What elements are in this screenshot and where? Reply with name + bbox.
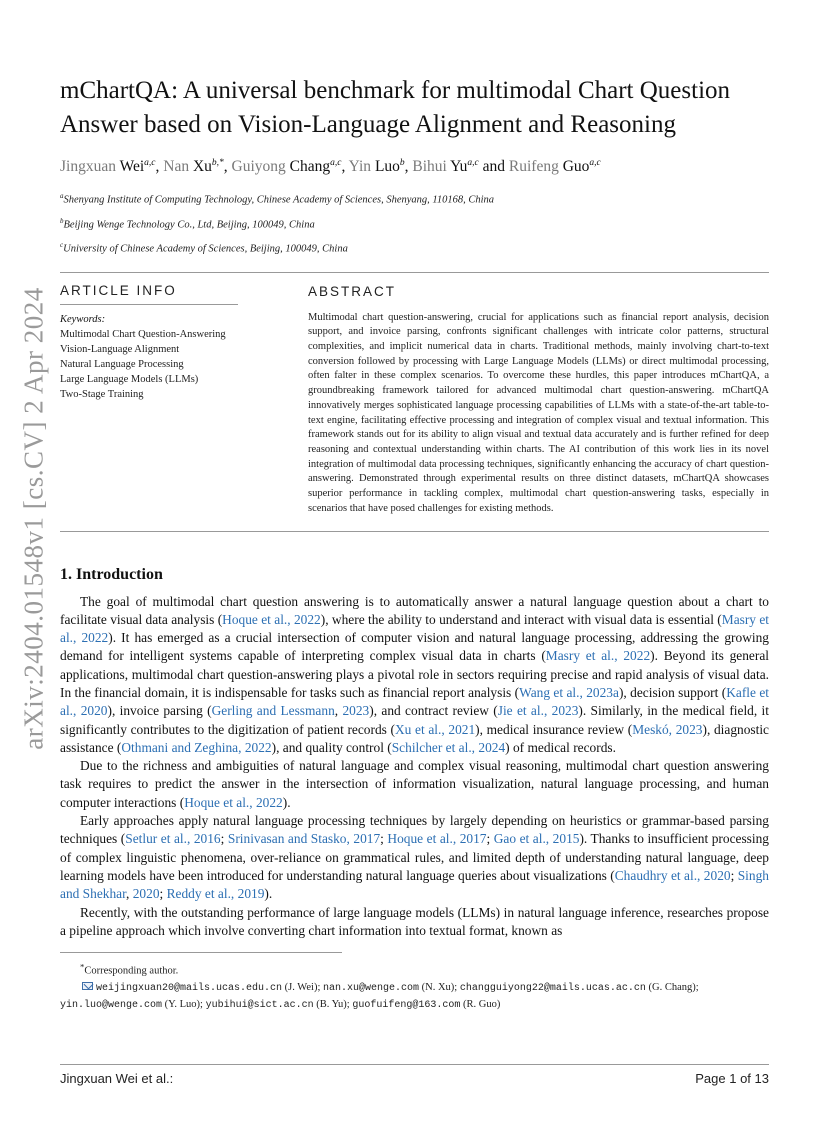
affiliation-text: University of Chinese Academy of Sciences, Beijing, 100049, China xyxy=(63,243,348,255)
author-email-owner: (N. Xu); xyxy=(419,981,460,993)
affiliation-text: Beijing Wenge Technology Co., Ltd, Beijing, 100049, China xyxy=(63,219,315,231)
citation-link[interactable]: Othmani and Zeghina, 2022 xyxy=(121,739,272,755)
author-given-name: Nan xyxy=(163,158,190,176)
author-email-owner: (R. Guo) xyxy=(460,998,501,1010)
author-affiliation-marks: a,c xyxy=(144,158,156,168)
author-given-name: Ruifeng xyxy=(508,158,559,176)
affiliation-line xyxy=(60,235,769,260)
author-affiliation-marks: a,c xyxy=(589,158,601,168)
affiliation-line xyxy=(60,186,769,211)
citation-link[interactable]: Hoque et al., 2022 xyxy=(184,794,283,810)
author-email-owner: (B. Yu); xyxy=(313,998,353,1010)
author-email-link[interactable]: changguiyong22@mails.ucas.ac.cn xyxy=(459,982,646,994)
keyword-item: Two-Stage Training xyxy=(60,388,144,400)
citation-link[interactable]: Hoque et al., 2022 xyxy=(222,611,321,627)
author-email-link[interactable]: yubihui@sict.ac.cn xyxy=(205,999,314,1011)
keyword-item: Vision-Language Alignment xyxy=(60,343,180,355)
keyword-list xyxy=(60,327,238,402)
author-name xyxy=(349,158,405,175)
citation-link[interactable]: Setlur et al., 2016 xyxy=(125,831,221,847)
citation-link[interactable]: Meskó, 2023 xyxy=(632,721,703,737)
citation-link[interactable]: Masry et al., 2022 xyxy=(60,611,770,646)
corresponding-author-note: *Corresponding author. xyxy=(80,961,179,977)
footer-page-number: Page 1 of 13 xyxy=(695,1071,769,1086)
footer-running-author: Jingxuan Wei et al.: xyxy=(60,1071,174,1086)
author-affiliation-marks: b,* xyxy=(211,158,224,168)
keywords-label: Keywords: xyxy=(60,313,106,325)
citation-link[interactable]: Schilcher et al., 2024 xyxy=(391,739,506,755)
author-separator: and xyxy=(478,158,509,176)
author-given-name: Guiyong xyxy=(231,158,286,176)
article-info-heading: ARTICLE INFO xyxy=(60,283,238,305)
body-paragraph: Recently, with the outstanding performance of large language models (LLMs) in natural language inference, researches propose a pipeline approach which involve converting chart information into textual format, known as xyxy=(60,904,769,938)
author-email-link[interactable]: nan.xu@wenge.com xyxy=(323,982,420,994)
author-name xyxy=(163,158,224,175)
citation-link[interactable]: Reddy et al., 2019 xyxy=(166,886,265,902)
author-email-owner: (G. Chang); xyxy=(645,981,699,993)
footnote xyxy=(60,958,769,1014)
author-family-name: Yu xyxy=(450,158,468,176)
author-name xyxy=(509,158,601,175)
body-paragraph: The goal of multimodal chart question answering is to automatically answer a natural language question about a chart to facilitate visual data analysis (Hoque et al., 2022), where the ability to understand and interact with visual data is essential (Masry et al., 2022). It has emerged as a crucial intersection of computer vision and natural language processing, addressing the growing demand for intelligent systems capable of interpreting complex visual data in charts (Masry et al., 2022). Beyond its general applications, multimodal chart question-answering plays a pivotal role in sectors requiring precise and rapid analysis of visual data. In the financial domain, it is indispensable for tasks such as financial report analysis (Wang et al., 2023a), decision support (Kafle et al., 2020), invoice parsing (Gerling and Lessmann, 2023), and contract review (Jie et al., 2023). Similarly, in the medical field, it significantly contributes to the digitization of patient records (Xu et al., 2021), medical insurance review (Meskó, 2023), diagnostic assistance (Othmani and Zeghina, 2022), and quality control (Schilcher et al., 2024) of medical records. xyxy=(60,593,770,755)
citation-link[interactable]: Chaudhry et al., 2020 xyxy=(614,867,731,883)
author-email-link[interactable]: weijingxuan20@mails.ucas.edu.cn xyxy=(96,982,283,994)
author-family-name: Chang xyxy=(289,158,331,176)
affiliation-mark: a xyxy=(60,192,64,201)
affiliation-text: Shenyang Institute of Computing Technology, Chinese Academy of Sciences, Shenyang, 110168, China xyxy=(63,194,495,206)
footnote-divider xyxy=(60,952,342,953)
citation-link[interactable]: Kafle et al., 2020 xyxy=(60,684,769,719)
author-family-name: Xu xyxy=(192,158,212,176)
author-separator: , xyxy=(341,158,349,176)
abstract-block xyxy=(308,283,769,517)
arxiv-identifier-stamp xyxy=(18,258,50,778)
keyword-item: Multimodal Chart Question-Answering xyxy=(60,328,226,340)
affiliation-mark: c xyxy=(60,241,64,250)
citation-link[interactable]: Gerling and Lessmann xyxy=(211,703,335,719)
author-separator: , xyxy=(223,158,232,176)
author-email-owner: (Y. Luo); xyxy=(162,998,206,1010)
envelope-icon xyxy=(82,982,93,990)
abstract-divider xyxy=(60,531,769,532)
citation-link[interactable]: Xu et al., 2021 xyxy=(395,721,476,737)
keyword-item: Large Language Models (LLMs) xyxy=(60,373,199,385)
citation-link[interactable]: Hoque et al., 2017 xyxy=(387,831,487,847)
affiliation-mark: b xyxy=(60,216,64,225)
citation-link[interactable]: Wang et al., 2023a xyxy=(519,684,619,700)
keyword-item: Natural Language Processing xyxy=(60,358,184,370)
author-name xyxy=(412,158,478,175)
paper-first-page xyxy=(60,74,769,1014)
author-email-owner: (J. Wei); xyxy=(282,981,323,993)
author-affiliation-marks: a,c xyxy=(467,158,479,168)
citation-link[interactable]: Gao et al., 2015 xyxy=(493,831,580,847)
citation-link[interactable]: 2023 xyxy=(342,703,370,719)
article-info xyxy=(60,283,238,517)
author-name xyxy=(232,158,342,175)
citation-link[interactable]: Srinivasan and Stasko, 2017 xyxy=(227,831,381,847)
author-family-name: Wei xyxy=(119,158,145,176)
author-given-name: Jingxuan xyxy=(60,158,116,176)
author-name xyxy=(60,158,156,175)
author-affiliation-marks: b xyxy=(399,158,405,168)
section-heading-introduction: 1. Introduction xyxy=(60,565,163,583)
footer-divider xyxy=(60,1064,769,1065)
author-family-name: Guo xyxy=(562,158,590,176)
page-footer xyxy=(60,1071,769,1086)
author-separator: , xyxy=(155,158,164,176)
body-paragraph: Due to the richness and ambiguities of natural language and complex visual reasoning, multimodal chart question answering task requires to predict the answer in the intersection of information visualization, natural language processing, and human computer interactions (Hoque et al., 2022). xyxy=(60,758,769,810)
author-given-name: Bihui xyxy=(412,158,447,176)
author-emails xyxy=(60,980,769,1014)
abstract-heading: ABSTRACT xyxy=(308,283,397,299)
citation-link[interactable]: Singh and Shekhar xyxy=(60,867,769,902)
front-matter xyxy=(60,283,769,517)
citation-link[interactable]: Masry et al., 2022 xyxy=(545,648,651,664)
author-list xyxy=(60,158,769,176)
paper-title: mChartQA: A universal benchmark for multimodal Chart Question Answer based on Vision-Language Alignment and Reasoning xyxy=(60,77,731,138)
author-affiliation-marks: a,c xyxy=(330,158,342,168)
body-paragraph: Early approaches apply natural language processing techniques by largely depending on heuristics or grammar-based parsing techniques (Setlur et al., 2016; Srinivasan and Stasko, 2017; Hoque et al., 2017; Gao et al., 2015). Thanks to insufficient processing of complex linguistic phenomena, over-reliance on grammatical rules, and limited depth of understanding natural language, deep learning models have been introduced for understanding natural language queries about visualizations (Chaudhry et al., 2020; Singh and Shekhar, 2020; Reddy et al., 2019). xyxy=(60,813,769,902)
author-separator: , xyxy=(404,158,413,176)
citation-link[interactable]: 2020 xyxy=(132,886,160,902)
header-divider xyxy=(60,272,769,273)
author-email-link[interactable]: yin.luo@wenge.com xyxy=(60,999,163,1011)
abstract-text: Multimodal chart question-answering, crucial for applications such as financial report analysis, decision support, and invoice parsing, confronts significant challenges with intricate color patterns, structural complexities, and implicit numerical data in charts. Traditional methods, mainly involving chart-to-text conversion followed by processing with Large Language Models (LLMs) or direct multimodal processing, often falter in these complex scenarios. To overcome these hurdles, this paper introduces mChartQA, a groundbreaking framework tailored for advanced multimodal chart question-answering. mChartQA innovatively merges sophisticated language processing capabilities of LLMs with a state-of-the-art table-to-text engine, facilitating effective processing and integration of complex visual and textual information. This framework stands out for its ability to align visual and textual data accurately and is further refined for deep reasoning and contextual understanding within charts. The AI contribution of this work lies in its novel integration of multimodal data processing techniques, significantly enhancing the accuracy of chart question-answering. Demonstrated through experimental results on three distinct datasets, mChartQA showcases superior performance in tackling complex, multimodal chart question-answering tasks, especially in scenarios that have posed challenges for existing methods. xyxy=(308,311,769,514)
author-given-name: Yin xyxy=(348,158,372,176)
arxiv-identifier-text: arXiv:2404.01548v1 [cs.CV] 2 Apr 2024 xyxy=(18,286,49,750)
citation-link[interactable]: Jie et al., 2023 xyxy=(497,703,579,719)
introduction-body xyxy=(60,593,769,941)
affiliation-line xyxy=(60,211,769,236)
author-family-name: Luo xyxy=(374,158,400,176)
affiliation-list xyxy=(60,186,769,260)
author-email-link[interactable]: guofuifeng@163.com xyxy=(352,999,461,1011)
